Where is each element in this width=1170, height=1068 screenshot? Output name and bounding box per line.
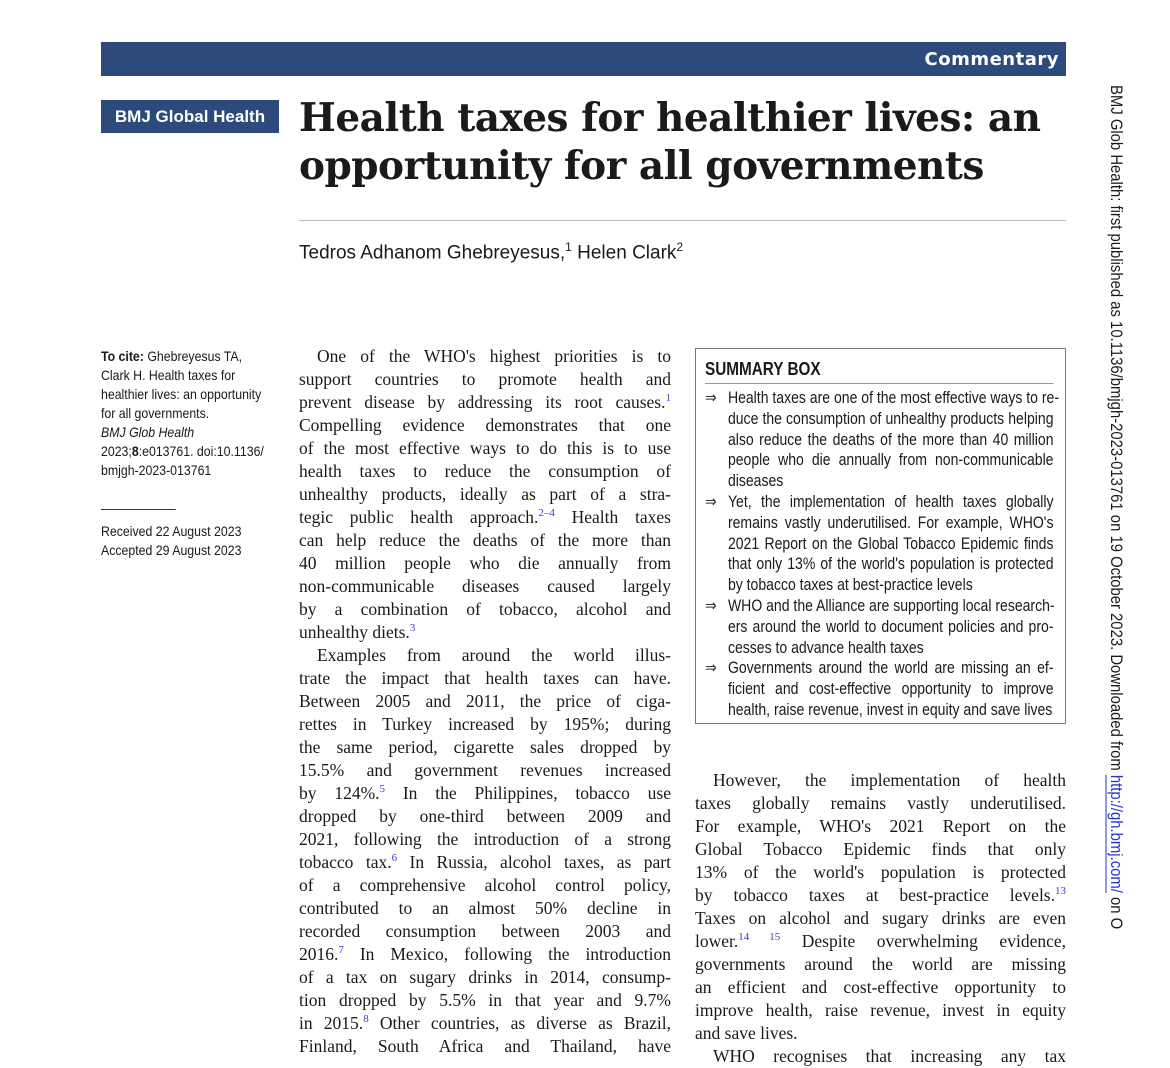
body-column-left [299, 345, 671, 1058]
text-segment: Health taxes [554, 507, 671, 527]
cite-text: Ghebreyesus TA, [147, 348, 243, 364]
summary-item-line: 2021 Report on the Global Tobacco Epidemic finds [727, 534, 1054, 553]
text-segment: taxes globally remains vastly underutilised. [695, 793, 1066, 813]
summary-item [705, 658, 1054, 720]
text-line [299, 828, 671, 851]
text-segment: support countries to promote health and [299, 369, 671, 389]
text-line [299, 874, 671, 897]
text-segment: trate the impact that health taxes can have. [299, 668, 671, 688]
text-line [299, 575, 671, 598]
text-segment: Global Tobacco Epidemic finds that only [695, 839, 1066, 859]
text-segment: Other countries, as diverse as Brazil, [368, 1013, 671, 1033]
title-line: opportunity for all governments [299, 143, 984, 189]
cite-ref: :e013761. doi:10.1136/ [138, 443, 264, 459]
journal-logo: BMJ Global Health [101, 100, 279, 133]
summary-box-title: SUMMARY BOX [705, 359, 821, 379]
text-line [695, 861, 1066, 884]
article-type-label: Commentary [924, 49, 1059, 70]
summary-item [705, 388, 1060, 492]
text-segment: by a combination of tobacco, alcohol and [299, 599, 671, 619]
text-segment: of the most effective ways to do this is to use [299, 438, 671, 458]
author-list [299, 240, 683, 264]
double-arrow-icon: ⇒ [705, 596, 717, 615]
summary-item-line: that only 13% of the world's population is protected [727, 555, 1054, 574]
text-line [299, 368, 671, 391]
summary-item-line: remains vastly underutilised. For example, WHO's [727, 513, 1054, 532]
text-line [299, 1035, 671, 1058]
cite-journal: BMJ Glob Health [101, 424, 195, 440]
double-arrow-icon: ⇒ [705, 389, 717, 407]
summary-box-divider [705, 383, 1054, 384]
reference-link[interactable]: 3 [409, 622, 416, 635]
summary-item [705, 492, 1054, 596]
reference-link[interactable]: 7 [338, 944, 344, 957]
author-name: Tedros Adhanom Ghebreyesus, [299, 242, 566, 264]
text-line [299, 667, 671, 690]
text-line [299, 851, 671, 874]
text-segment: by 124%. [299, 783, 380, 803]
reference-link[interactable]: 1 [665, 392, 671, 405]
text-line [695, 884, 1066, 907]
text-line [695, 976, 1066, 999]
text-segment: improve health, raise revenue, invest in equity [695, 1000, 1066, 1020]
text-segment: recorded consumption between 2003 and [299, 921, 671, 941]
reference-link[interactable]: 6 [391, 852, 398, 865]
text-line [299, 966, 671, 989]
text-line [299, 644, 671, 667]
download-note-text: BMJ Glob Health: first published as 10.1136/bmjgh-2023-013761 on 19 October 2023. Downloaded from [1107, 85, 1125, 775]
text-line [299, 414, 671, 437]
summary-item-line: Health taxes are one of the most effective ways to re- [727, 389, 1060, 407]
text-line [299, 437, 671, 460]
text-segment: However, the implementation of health [713, 770, 1066, 790]
summary-item-line: ficient and cost-effective opportunity to improve [727, 680, 1054, 699]
text-line [695, 792, 1066, 815]
citation-sidebar [101, 347, 286, 560]
cite-text: Clark H. Health taxes for [101, 367, 236, 383]
text-segment: tegic public health approach. [299, 507, 539, 527]
text-line [695, 838, 1066, 861]
reference-link[interactable]: 2–4 [538, 507, 555, 520]
title-divider [299, 220, 1066, 221]
text-line [695, 999, 1066, 1022]
text-segment: health taxes to reduce the consumption of [299, 461, 671, 481]
text-line [695, 907, 1066, 930]
text-segment: contributed to an almost 50% decline in [299, 898, 671, 918]
text-line [695, 1045, 1066, 1068]
text-line [299, 920, 671, 943]
text-line [299, 943, 671, 966]
summary-item [705, 596, 1054, 658]
text-line [299, 782, 671, 805]
text-line [299, 690, 671, 713]
text-segment: unhealthy diets. [299, 622, 410, 642]
text-segment: Finland, South Africa and Thailand, have [299, 1036, 671, 1056]
summary-item-line: Governments around the world are missing an ef- [727, 659, 1054, 678]
reference-link[interactable]: 5 [379, 783, 386, 796]
received-date: Received 22 August 2023 [101, 523, 242, 539]
text-segment: of a tax on sugary drinks in 2014, consump- [299, 967, 671, 987]
reference-link[interactable]: 13 [1055, 885, 1066, 898]
text-line [299, 391, 671, 414]
text-line [299, 621, 671, 644]
text-segment: rettes in Turkey increased by 195%; during [299, 714, 671, 734]
summary-item-line: diseases [727, 472, 784, 491]
text-segment: unhealthy products, ideally as part of a stra- [299, 484, 671, 504]
text-segment: In Russia, alcohol taxes, as part [397, 852, 671, 872]
summary-item-line: health, raise revenue, invest in equity and save lives [727, 700, 1053, 719]
text-segment: 40 million people who die annually from [299, 553, 671, 573]
text-segment: Taxes on alcohol and sugary drinks are even [695, 908, 1066, 928]
cite-volume: 8 [131, 443, 139, 459]
text-segment: Between 2005 and 2011, the price of ciga- [299, 691, 671, 711]
text-segment: lower. [695, 931, 739, 951]
summary-box [695, 348, 1066, 724]
text-line [695, 953, 1066, 976]
article-title [299, 94, 1059, 190]
text-line [299, 460, 671, 483]
text-segment: prevent disease by addressing its root causes. [299, 392, 666, 412]
download-note [1106, 85, 1125, 929]
text-line [299, 713, 671, 736]
text-segment: can help reduce the deaths of the more than [299, 530, 671, 550]
cite-text: healthier lives: an opportunity [101, 386, 262, 402]
text-segment: 2021, following the introduction of a strong [299, 829, 671, 849]
double-arrow-icon: ⇒ [705, 659, 717, 678]
author-name: Helen Clark [577, 242, 677, 264]
reference-link[interactable]: 8 [363, 1013, 369, 1026]
text-segment: in 2015. [299, 1013, 364, 1033]
text-segment: an efficient and cost-effective opportunity to [695, 977, 1066, 997]
text-line [299, 345, 671, 368]
text-segment: the same period, cigarette sales dropped by [299, 737, 671, 757]
cite-year: 2023; [101, 443, 132, 459]
text-segment: WHO recognises that increasing any tax [713, 1046, 1066, 1066]
author-affiliation: 1 [565, 240, 572, 254]
summary-item-line: duce the consumption of unhealthy products helping [727, 409, 1054, 428]
text-line [299, 552, 671, 575]
text-segment: In Mexico, following the introduction [343, 944, 671, 964]
text-line [299, 598, 671, 621]
text-segment: dropped by one-third between 2009 and [299, 806, 671, 826]
text-line [299, 805, 671, 828]
text-line [695, 769, 1066, 792]
download-note-tail: on O [1107, 892, 1125, 930]
reference-link[interactable]: 14 15 [738, 931, 781, 944]
text-segment: One of the WHO's highest priorities is to [317, 346, 671, 366]
text-line [299, 529, 671, 552]
text-segment: 2016. [299, 944, 339, 964]
text-segment: tobacco tax. [299, 852, 392, 872]
title-line: Health taxes for healthier lives: an [299, 95, 1041, 141]
text-segment: tion dropped by 5.5% in that year and 9.7% [299, 990, 671, 1010]
cite-doi: bmjgh-2023-013761 [101, 462, 212, 478]
body-column-right [695, 769, 1066, 1068]
text-line [299, 989, 671, 1012]
text-line [299, 759, 671, 782]
text-segment: non-communicable diseases caused largely [299, 576, 671, 596]
text-segment: and save lives. [695, 1023, 798, 1043]
text-line [695, 930, 1066, 953]
text-segment: Examples from around the world illus- [317, 645, 671, 665]
text-line [299, 506, 671, 529]
text-line [299, 1012, 671, 1035]
text-segment: For example, WHO's 2021 Report on the [695, 816, 1066, 836]
summary-item-line: ers around the world to document policies and pro- [727, 617, 1054, 636]
text-segment: In the Philippines, tobacco use [385, 783, 671, 803]
text-line [695, 1022, 1066, 1045]
cite-text: for all governments. [101, 405, 210, 421]
text-segment: by tobacco taxes at best-practice levels. [695, 885, 1055, 905]
text-line [695, 815, 1066, 838]
summary-item-line: cesses to advance health taxes [727, 638, 924, 657]
text-segment: 15.5% and government revenues increased [299, 760, 671, 780]
text-line [299, 736, 671, 759]
summary-item-line: Yet, the implementation of health taxes globally [727, 492, 1054, 511]
author-affiliation: 2 [676, 240, 684, 254]
text-line [299, 897, 671, 920]
cite-label: To cite: [101, 348, 144, 364]
sidebar-divider [101, 509, 176, 510]
double-arrow-icon: ⇒ [705, 492, 717, 511]
article-type-banner [101, 42, 1066, 76]
text-segment: Compelling evidence demonstrates that one [299, 415, 671, 435]
text-segment: 13% of the world's population is protected [695, 862, 1066, 882]
summary-item-line: people who die annually from non-communicable [727, 451, 1054, 470]
summary-item-line: by tobacco taxes at best-practice levels [727, 576, 973, 595]
text-segment: Despite overwhelming evidence, [780, 931, 1066, 951]
text-segment: of a comprehensive alcohol control policy, [299, 875, 671, 895]
summary-item-line: also reduce the deaths of the more than 40 million [727, 430, 1054, 449]
text-segment: governments around the world are missing [695, 954, 1066, 974]
text-line [299, 483, 671, 506]
summary-item-line: WHO and the Alliance are supporting local research- [727, 596, 1055, 615]
journal-site-link[interactable]: http://gh.bmj.com/ [1107, 774, 1125, 893]
accepted-date: Accepted 29 August 2023 [101, 542, 242, 558]
